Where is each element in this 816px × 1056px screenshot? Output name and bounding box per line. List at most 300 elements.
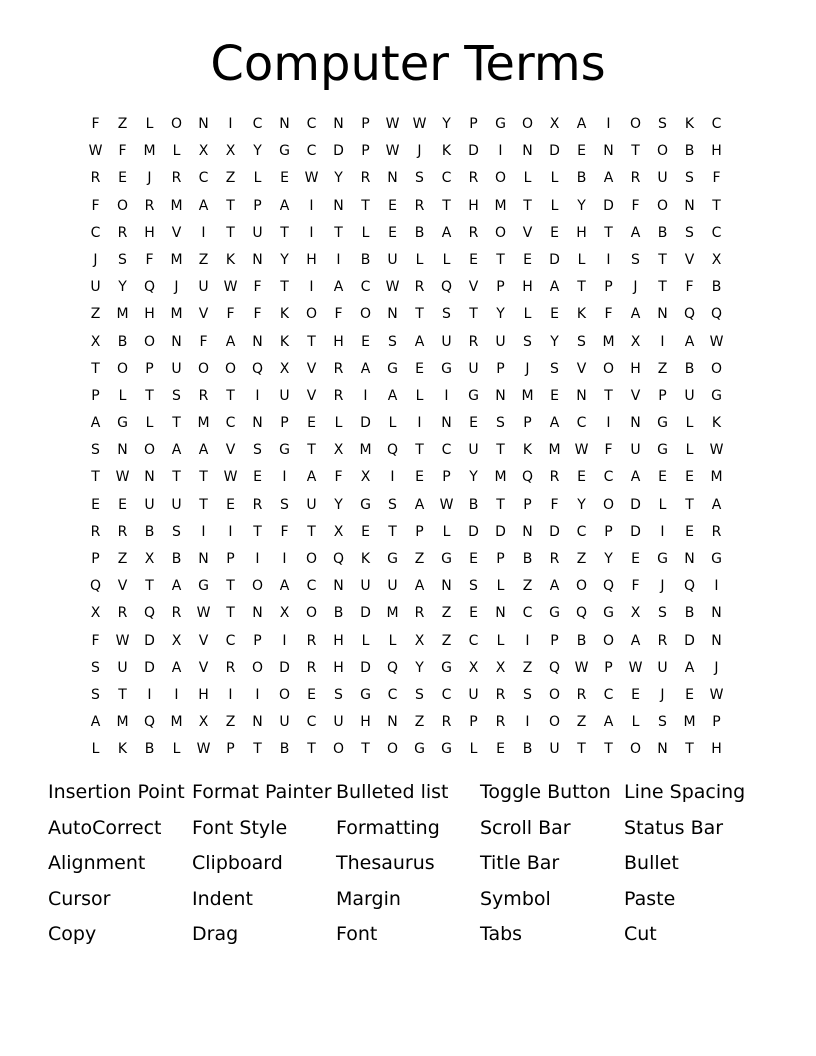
grid-letter: X: [225, 143, 236, 160]
grid-letter: S: [91, 686, 100, 703]
grid-letter: L: [442, 523, 451, 540]
grid-letter: A: [630, 306, 641, 323]
grid-letter: B: [333, 605, 344, 622]
grid-letter: O: [116, 197, 129, 214]
grid-letter: R: [306, 632, 317, 649]
grid-letter: U: [630, 442, 641, 459]
grid-letter: U: [684, 387, 695, 404]
grid-letter: P: [91, 551, 100, 567]
grid-letter: B: [279, 741, 290, 758]
grid-letter: O: [251, 578, 264, 595]
grid-letter: Z: [117, 116, 128, 132]
grid-letter: N: [387, 306, 398, 323]
grid-letter: B: [414, 224, 425, 241]
grid-letter: O: [575, 578, 588, 595]
grid-letter: R: [630, 170, 641, 187]
grid-letter: C: [576, 523, 587, 540]
grid-letter: E: [469, 415, 478, 432]
grid-letter: O: [170, 116, 183, 132]
grid-letter: N: [144, 469, 155, 486]
grid-letter: I: [228, 686, 233, 703]
grid-letter: S: [334, 686, 343, 703]
grid-letter: T: [496, 251, 505, 268]
grid-letter: S: [415, 686, 424, 703]
grid-letter: V: [198, 632, 209, 649]
grid-letter: N: [684, 197, 695, 214]
grid-letter: U: [657, 170, 668, 187]
page-title: Computer Terms: [210, 36, 606, 92]
grid-letter: W: [196, 741, 211, 758]
grid-letter: H: [144, 224, 155, 241]
word-list-item: Insertion Point: [48, 781, 185, 803]
grid-letter: L: [496, 632, 505, 649]
grid-letter: W: [385, 143, 400, 160]
grid-letter: X: [279, 360, 290, 377]
grid-row: [82, 546, 730, 573]
grid-letter: P: [253, 632, 262, 649]
grid-letter: S: [469, 578, 478, 595]
grid-letter: T: [577, 741, 586, 758]
grid-letter: F: [199, 333, 208, 350]
grid-letter: G: [198, 578, 209, 595]
grid-letter: A: [225, 333, 236, 350]
grid-letter: L: [658, 496, 667, 513]
grid-row: [82, 709, 730, 736]
grid-letter: V: [225, 442, 236, 459]
grid-letter: F: [631, 197, 640, 214]
grid-letter: H: [306, 251, 317, 268]
grid-letter: P: [415, 523, 424, 540]
grid-letter: O: [629, 116, 642, 132]
grid-letter: D: [360, 659, 371, 676]
grid-letter: G: [468, 387, 479, 404]
word-list-item: Symbol: [480, 887, 551, 910]
grid-letter: U: [495, 333, 506, 350]
grid-letter: I: [309, 197, 314, 214]
grid-letter: E: [91, 496, 100, 513]
grid-letter: T: [361, 197, 370, 214]
grid-letter: E: [253, 469, 262, 486]
grid-letter: U: [306, 496, 317, 513]
grid-letter: G: [414, 741, 425, 758]
grid-letter: N: [252, 415, 263, 432]
word-list-item: Status Bar: [624, 816, 724, 839]
grid-letter: U: [657, 659, 668, 676]
grid-letter: I: [174, 686, 179, 703]
grid-letter: Z: [90, 306, 101, 323]
grid-letter: V: [198, 306, 209, 323]
grid-letter: N: [252, 714, 263, 731]
grid-letter: Z: [117, 551, 128, 567]
grid-letter: M: [494, 197, 507, 214]
word-list-item: Thesaurus: [336, 852, 435, 875]
grid-letter: F: [604, 442, 613, 459]
grid-letter: A: [171, 659, 182, 676]
grid-letter: I: [606, 415, 611, 432]
grid-letter: R: [657, 632, 668, 649]
grid-letter: Z: [414, 714, 425, 731]
grid-letter: L: [577, 251, 586, 268]
grid-letter: X: [549, 116, 560, 132]
grid-letter: M: [116, 714, 129, 731]
grid-letter: T: [226, 387, 235, 404]
grid-letter: R: [549, 551, 560, 567]
grid-letter: E: [280, 170, 289, 187]
grid-letter: C: [711, 116, 722, 132]
grid-letter: K: [279, 333, 290, 350]
grid-letter: C: [360, 279, 371, 296]
grid-letter: G: [441, 659, 452, 676]
grid-letter: R: [468, 224, 479, 241]
grid-letter: E: [415, 360, 424, 377]
grid-row: [82, 356, 730, 383]
grid-letter: I: [417, 415, 422, 432]
grid-letter: X: [90, 333, 101, 350]
grid-letter: S: [685, 224, 694, 241]
grid-letter: N: [630, 415, 641, 432]
word-list-item: Line Spacing: [624, 781, 746, 803]
grid-letter: L: [631, 714, 640, 731]
grid-letter: F: [91, 116, 100, 132]
grid-letter: T: [280, 224, 289, 241]
grid-letter: N: [252, 333, 263, 350]
grid-letter: M: [143, 143, 156, 160]
grid-letter: U: [252, 224, 263, 241]
word-list-item: Bulleted list: [336, 781, 449, 803]
grid-letter: N: [522, 143, 533, 160]
grid-letter: O: [224, 360, 237, 377]
grid-letter: X: [630, 605, 641, 622]
grid-letter: H: [711, 143, 722, 160]
grid-letter: W: [115, 632, 130, 649]
grid-letter: N: [441, 415, 452, 432]
grid-letter: U: [144, 496, 155, 513]
grid-letter: W: [709, 686, 724, 703]
grid-letter: E: [631, 551, 640, 567]
grid-letter: G: [657, 442, 668, 459]
word-list-item: Format Painter: [192, 781, 332, 803]
grid-letter: Z: [414, 551, 425, 567]
grid-letter: Z: [576, 551, 587, 567]
grid-letter: D: [549, 143, 560, 160]
grid-letter: A: [333, 279, 344, 296]
grid-letter: E: [685, 686, 694, 703]
grid-row: [82, 247, 730, 274]
word-list-item: AutoCorrect: [48, 816, 162, 839]
grid-letter: R: [252, 496, 263, 513]
grid-letter: R: [441, 714, 452, 731]
grid-letter: T: [631, 143, 640, 160]
grid-letter: Z: [441, 605, 452, 622]
grid-letter: T: [145, 387, 154, 404]
grid-letter: I: [309, 279, 314, 296]
grid-letter: A: [630, 224, 641, 241]
grid-letter: T: [253, 523, 262, 540]
grid-letter: R: [117, 523, 128, 540]
grid-letter: W: [385, 279, 400, 296]
grid-letter: S: [685, 170, 694, 187]
grid-letter: F: [253, 279, 262, 296]
grid-letter: Y: [469, 469, 478, 486]
grid-letter: N: [711, 632, 722, 649]
grid-letter: L: [145, 415, 154, 432]
grid-letter: Y: [280, 251, 289, 268]
grid-letter: U: [441, 333, 452, 350]
grid-letter: P: [658, 387, 667, 404]
grid-letter: C: [225, 632, 236, 649]
grid-letter: E: [685, 469, 694, 486]
grid-letter: J: [660, 578, 665, 595]
grid-letter: N: [387, 714, 398, 731]
word-list-item: Toggle Button: [480, 781, 611, 803]
grid-letter: G: [657, 415, 668, 432]
grid-letter: L: [145, 116, 154, 132]
grid-letter: R: [576, 686, 587, 703]
grid-letter: X: [333, 442, 344, 459]
grid-letter: T: [442, 197, 451, 214]
grid-letter: T: [199, 469, 208, 486]
grid-letter: X: [495, 659, 506, 676]
grid-letter: I: [201, 523, 206, 540]
grid-letter: E: [469, 605, 478, 622]
grid-letter: Z: [225, 170, 236, 187]
grid-letter: T: [712, 197, 721, 214]
grid-letter: C: [576, 415, 587, 432]
grid-letter: S: [442, 306, 451, 323]
grid-letter: A: [279, 578, 290, 595]
grid-letter: F: [334, 306, 343, 323]
grid-letter: A: [684, 659, 695, 676]
grid-letter: P: [442, 469, 451, 486]
grid-letter: E: [577, 143, 586, 160]
grid-letter: A: [171, 442, 182, 459]
grid-letter: C: [252, 116, 263, 132]
grid-letter: A: [603, 170, 614, 187]
grid-letter: N: [684, 551, 695, 567]
grid-letter: A: [90, 415, 101, 432]
grid-letter: C: [711, 224, 722, 241]
grid-letter: R: [225, 659, 236, 676]
grid-letter: Q: [143, 605, 156, 622]
grid-letter: G: [279, 442, 290, 459]
grid-letter: L: [388, 415, 397, 432]
grid-letter: I: [444, 387, 449, 404]
grid-letter: B: [171, 551, 182, 567]
grid-letter: M: [602, 333, 615, 350]
grid-letter: R: [90, 523, 101, 540]
grid-letter: G: [441, 741, 452, 758]
grid-letter: F: [334, 469, 343, 486]
grid-letter: Q: [332, 551, 345, 567]
grid-letter: B: [117, 333, 128, 350]
grid-letter: D: [333, 143, 344, 160]
grid-letter: I: [363, 387, 368, 404]
grid-letter: X: [90, 605, 101, 622]
grid-letter: B: [576, 632, 587, 649]
grid-letter: B: [684, 143, 695, 160]
grid-letter: M: [170, 714, 183, 731]
grid-letter: S: [658, 605, 667, 622]
grid-letter: L: [415, 387, 424, 404]
grid-letter: E: [118, 170, 127, 187]
grid-letter: T: [577, 279, 586, 296]
grid-letter: S: [91, 659, 100, 676]
grid-letter: T: [334, 224, 343, 241]
grid-letter: C: [306, 714, 317, 731]
grid-letter: G: [495, 116, 506, 132]
grid-letter: N: [333, 578, 344, 595]
grid-letter: H: [333, 333, 344, 350]
grid-letter: L: [415, 251, 424, 268]
grid-letter: D: [468, 143, 479, 160]
grid-letter: C: [441, 170, 452, 187]
grid-letter: T: [307, 523, 316, 540]
grid-letter: F: [91, 197, 100, 214]
grid-letter: G: [279, 143, 290, 160]
grid-letter: E: [577, 469, 586, 486]
grid-letter: U: [198, 279, 209, 296]
grid-letter: Q: [575, 605, 588, 622]
grid-letter: E: [469, 251, 478, 268]
grid-row: [82, 628, 730, 655]
grid-letter: I: [525, 714, 530, 731]
grid-letter: D: [144, 659, 155, 676]
grid-letter: W: [709, 442, 724, 459]
grid-letter: M: [170, 197, 183, 214]
grid-letter: Y: [118, 279, 127, 296]
grid-letter: C: [306, 116, 317, 132]
grid-letter: T: [307, 333, 316, 350]
grid-letter: S: [415, 170, 424, 187]
grid-letter: Z: [576, 714, 587, 731]
grid-letter: K: [684, 116, 695, 132]
grid-letter: D: [549, 523, 560, 540]
grid-letter: N: [252, 251, 263, 268]
grid-letter: F: [280, 523, 289, 540]
grid-letter: B: [684, 605, 695, 622]
grid-letter: O: [143, 333, 156, 350]
grid-letter: O: [359, 306, 372, 323]
grid-letter: I: [228, 116, 233, 132]
grid-letter: I: [525, 632, 530, 649]
grid-letter: Y: [334, 496, 343, 513]
grid-letter: I: [282, 469, 287, 486]
grid-letter: O: [656, 197, 669, 214]
grid-letter: O: [494, 170, 507, 187]
grid-letter: P: [523, 496, 532, 513]
grid-letter: V: [468, 279, 479, 296]
word-search-grid: [82, 111, 730, 764]
grid-letter: G: [387, 360, 398, 377]
grid-letter: D: [630, 523, 641, 540]
grid-letter: C: [198, 170, 209, 187]
grid-letter: N: [711, 605, 722, 622]
grid-letter: R: [306, 659, 317, 676]
grid-letter: I: [255, 686, 260, 703]
grid-letter: A: [603, 714, 614, 731]
word-list: [48, 775, 768, 953]
grid-letter: S: [496, 415, 505, 432]
grid-letter: T: [388, 523, 397, 540]
grid-letter: V: [198, 659, 209, 676]
grid-letter: R: [144, 197, 155, 214]
grid-letter: A: [90, 714, 101, 731]
grid-row: [82, 736, 730, 763]
grid-letter: E: [469, 551, 478, 567]
grid-letter: O: [710, 360, 723, 377]
grid-letter: D: [495, 523, 506, 540]
grid-row: [82, 410, 730, 437]
grid-letter: R: [90, 170, 101, 187]
grid-letter: N: [279, 116, 290, 132]
grid-letter: T: [658, 279, 667, 296]
grid-letter: A: [279, 197, 290, 214]
word-list-item: Bullet: [624, 852, 679, 875]
grid-letter: S: [577, 333, 586, 350]
grid-letter: F: [712, 170, 721, 187]
grid-letter: D: [144, 632, 155, 649]
grid-letter: E: [415, 469, 424, 486]
grid-letter: O: [197, 360, 210, 377]
grid-row: [82, 682, 730, 709]
grid-letter: J: [633, 279, 638, 296]
grid-letter: U: [171, 360, 182, 377]
grid-letter: U: [171, 496, 182, 513]
grid-letter: B: [576, 170, 587, 187]
grid-letter: G: [117, 415, 128, 432]
grid-letter: N: [495, 605, 506, 622]
grid-letter: X: [171, 632, 182, 649]
grid-letter: O: [251, 659, 264, 676]
grid-letter: K: [711, 415, 722, 432]
grid-letter: N: [198, 551, 209, 567]
grid-letter: C: [468, 632, 479, 649]
grid-letter: P: [361, 143, 370, 160]
grid-letter: C: [603, 686, 614, 703]
grid-letter: V: [522, 224, 533, 241]
grid-letter: A: [549, 578, 560, 595]
grid-letter: O: [629, 741, 642, 758]
grid-letter: G: [603, 605, 614, 622]
grid-letter: H: [630, 360, 641, 377]
grid-letter: W: [304, 170, 319, 187]
grid-letter: P: [469, 116, 478, 132]
grid-letter: X: [468, 659, 479, 676]
grid-letter: K: [360, 551, 371, 567]
grid-letter: I: [309, 224, 314, 241]
grid-letter: E: [226, 496, 235, 513]
grid-letter: U: [468, 442, 479, 459]
grid-letter: J: [660, 686, 665, 703]
word-list-item: Font: [336, 923, 378, 946]
grid-letter: X: [198, 143, 209, 160]
grid-letter: A: [387, 387, 398, 404]
grid-letter: R: [171, 605, 182, 622]
grid-letter: N: [657, 741, 668, 758]
grid-letter: O: [386, 741, 399, 758]
grid-row: [82, 383, 730, 410]
grid-letter: C: [441, 442, 452, 459]
grid-letter: G: [360, 496, 371, 513]
grid-letter: E: [361, 523, 370, 540]
grid-letter: T: [469, 306, 478, 323]
grid-letter: S: [91, 442, 100, 459]
grid-letter: N: [198, 116, 209, 132]
grid-letter: P: [145, 360, 154, 377]
grid-row: [82, 301, 730, 328]
grid-letter: L: [550, 197, 559, 214]
grid-row: [82, 437, 730, 464]
